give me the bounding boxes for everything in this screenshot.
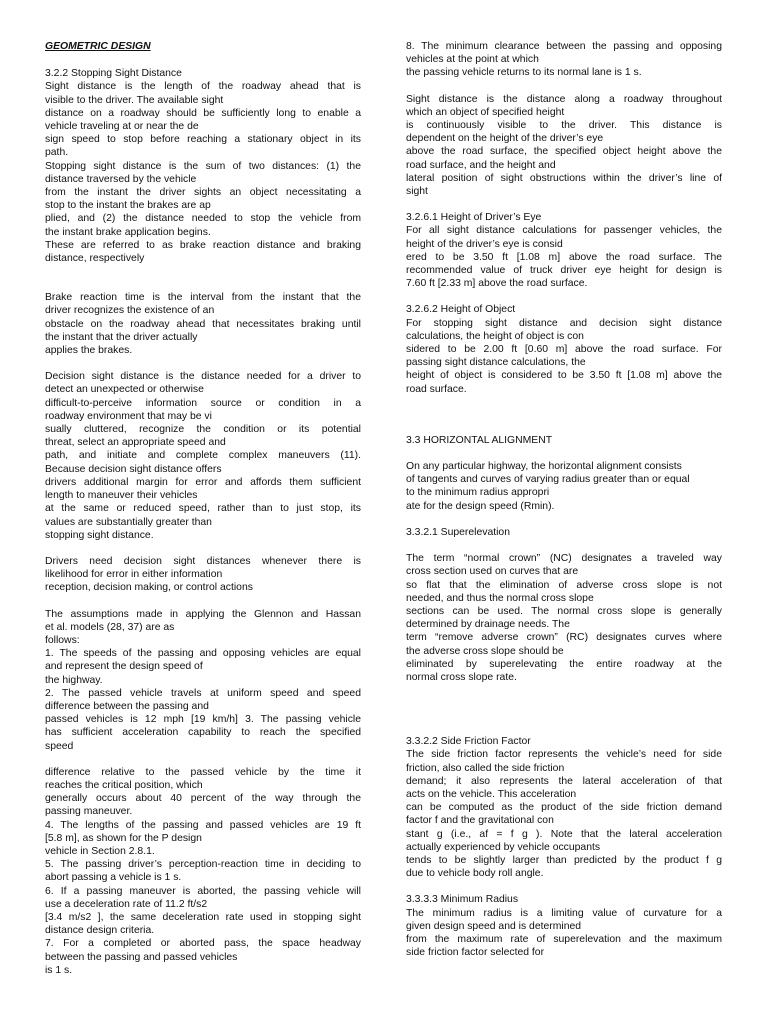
text-line: speed — [45, 740, 74, 752]
text-line: needed, and thus the normal cross slope — [406, 592, 594, 604]
paragraph-gap — [406, 539, 722, 552]
text-line: et al. models (28, 37) are as — [45, 621, 175, 633]
text-line: so flat that the elimination of adverse cross slope is not — [406, 579, 722, 591]
text-line: the instant that the driver actually — [45, 331, 198, 343]
text-line: 6. If a passing maneuver is aborted, the passing vehicle will — [45, 885, 361, 897]
text-line: distance traversed by the vehicle — [45, 173, 197, 185]
text-line: vehicles at the point at which — [406, 54, 539, 66]
text-line: path, and initiate and complete complex maneuvers (11). — [45, 450, 361, 462]
text-line: eliminated by superelevating the entire roadway at the — [406, 658, 722, 670]
text-line: [5.8 m], as shown for the P design — [45, 832, 202, 844]
paragraph-gap — [406, 722, 722, 735]
text-line: The side friction factor represents the vehicle’s need for side — [406, 749, 722, 761]
paragraph-gap — [406, 396, 722, 434]
text-line: 3.2.6.2 Height of Object — [406, 304, 516, 316]
paragraph-gap — [406, 684, 722, 722]
text-line: the adverse cross slope should be — [406, 645, 564, 657]
text-line: the passing vehicle returns to its normal lane is 1 s. — [406, 67, 642, 79]
text-line: use a deceleration rate of 11.2 ft/s2 — [45, 898, 208, 910]
text-line: cross section used on curves that are — [406, 566, 579, 578]
text-line: Stopping sight distance is the sum of two distances: (1) the — [45, 160, 361, 172]
text-line: stant g (i.e., af = f g ). Note that the lateral acceleration — [406, 828, 722, 840]
text-line: due to vehicle body roll angle. — [406, 868, 544, 880]
paragraph-gap — [406, 513, 722, 526]
text-line: recommended value of truck driver eye height for design is — [406, 265, 722, 277]
text-line: drivers additional margin for error and affords them sufficient — [45, 476, 361, 488]
text-line: generally occurs about 40 percent of the way through the — [45, 793, 361, 805]
text-line: is continuously visible to the driver. This distance is — [406, 120, 722, 132]
text-line: stop to the instant the brakes are ap — [45, 200, 211, 212]
text-line: detect an unexpected or otherwise — [45, 384, 204, 396]
paragraph-gap — [45, 753, 361, 766]
text-line: distance design criteria. — [45, 925, 155, 937]
text-line: The minimum radius is a limiting value of curvature for a — [406, 907, 722, 919]
text-line: passing maneuver. — [45, 806, 133, 818]
text-line: can be computed as the product of the side friction demand — [406, 802, 722, 814]
text-line: 3.3 HORIZONTAL ALIGNMENT — [406, 434, 553, 446]
text-line: 1. The speeds of the passing and opposing vehicles are equal — [45, 648, 361, 660]
text-line: factor f and the gravitational con — [406, 815, 554, 827]
text-line: lateral position of sight obstructions within the driver’s line of — [406, 172, 722, 184]
text-line: [3.4 m/s2 ], the same deceleration rate used in stopping sight — [45, 911, 361, 923]
text-line: plied, and (2) the distance needed to stop the vehicle from — [45, 213, 361, 225]
text-line: 3.3.2.1 Superelevation — [406, 526, 510, 538]
text-line: demand; it also represents the lateral acceleration of that — [406, 775, 722, 787]
text-line: abort passing a vehicle is 1 s. — [45, 872, 182, 884]
text-line: Brake reaction time is the interval from the instant that the — [45, 292, 361, 304]
text-line: sections can be used. The normal cross slope is generally — [406, 605, 722, 617]
text-line: height of the driver’s eye is consid — [406, 238, 563, 250]
text-line: 3.2.6.1 Height of Driver’s Eye — [406, 212, 542, 224]
text-line: dependent on the height of the driver’s eye — [406, 133, 604, 145]
text-line: applies the brakes. — [45, 345, 133, 357]
paragraph-gap — [45, 265, 361, 291]
text-line: vehicle in Section 2.8.1. — [45, 845, 155, 857]
text-line: The term “normal crown” (NC) designates a traveled way — [406, 553, 722, 565]
text-line: determined by drainage needs. The — [406, 619, 570, 631]
text-line: 5. The passing driver’s perception-reaction time in deciding to — [45, 859, 361, 871]
text-line: acts on the vehicle. This acceleration — [406, 788, 577, 800]
text-line: sidered to be 2.00 ft [0.60 m] above the road surface. For — [406, 344, 722, 356]
text-line: ate for the design speed (Rmin). — [406, 500, 555, 512]
text-line: 3.3.3.3 Minimum Radius — [406, 894, 519, 906]
text-line: of tangents and curves of varying radius greater than or equal — [406, 474, 690, 486]
text-line: 3.3.2.2 Side Friction Factor — [406, 736, 531, 748]
text-line: which an object of specified height — [406, 106, 565, 118]
text-line: distance, respectively — [45, 253, 145, 265]
text-line: path. — [45, 147, 69, 159]
text-line: likelihood for error in either information — [45, 569, 223, 581]
paragraph-gap — [45, 542, 361, 555]
left-column — [45, 40, 361, 977]
text-line: at the same or reduced speed, rather than to just stop, its — [45, 503, 361, 515]
text-line: 4. The lengths of the passing and passed vehicles are 19 ft — [45, 819, 361, 831]
text-line: 8. The minimum clearance between the passing and opposing — [406, 41, 722, 52]
left-column-body — [45, 67, 361, 977]
text-line: follows: — [45, 634, 80, 646]
text-line: difficult-to-perceive information source or condition in a — [45, 397, 361, 409]
text-line: The assumptions made in applying the Glennon and Hassan — [45, 608, 361, 620]
text-line: vehicle traveling at or near the de — [45, 121, 199, 133]
text-line: to the minimum radius appropri — [406, 487, 550, 499]
text-line: passing sight distance calculations, the — [406, 357, 586, 369]
text-line: is 1 s. — [45, 964, 73, 976]
text-line: tends to be slightly larger than predicted by the product f g — [406, 854, 722, 866]
text-line: Sight distance is the length of the roadway ahead that is — [45, 81, 361, 93]
text-line: from the maximum rate of superelevation and the maximum — [406, 933, 722, 945]
text-line: values are substantially greater than — [45, 516, 212, 528]
text-line: Decision sight distance is the distance needed for a driver to — [45, 371, 361, 383]
text-line: the instant brake application begins. — [45, 226, 211, 238]
text-line: 3.2.2 Stopping Sight Distance — [45, 68, 182, 80]
text-line: length to maneuver their vehicles — [45, 490, 198, 502]
text-line: These are referred to as brake reaction distance and braking — [45, 239, 361, 251]
text-line: actually experienced by vehicle occupants — [406, 841, 601, 853]
text-line: threat, select an appropriate speed and — [45, 437, 226, 449]
text-line: On any particular highway, the horizontal alignment consists — [406, 461, 682, 473]
text-line: stopping sight distance. — [45, 529, 154, 541]
right-column — [406, 40, 722, 959]
text-line: Because decision sight distance offers — [45, 463, 222, 475]
text-line: ered to be 3.50 ft [1.08 m] above the road surface. The — [406, 251, 722, 263]
text-line: from the instant the driver sights an object necessitating a — [45, 187, 361, 199]
text-line: between the passing and passed vehicles — [45, 951, 238, 963]
text-line: 2. The passed vehicle travels at uniform speed and speed — [45, 687, 361, 699]
paragraph-gap — [406, 447, 722, 460]
text-line: For stopping sight distance and decision sight distance — [406, 317, 722, 329]
text-line: For all sight distance calculations for passenger vehicles, the — [406, 225, 722, 237]
text-line: 7.60 ft [2.33 m] above the road surface. — [406, 278, 588, 290]
text-line: normal cross slope rate. — [406, 671, 517, 683]
right-column-body — [406, 40, 722, 959]
text-line: difference relative to the passed vehicle by the time it — [45, 766, 361, 778]
text-line: and represent the design speed of — [45, 661, 203, 673]
text-line: sign speed to stop before reaching a stationary object in its — [45, 134, 361, 146]
text-line: Sight distance is the distance along a roadway throughout — [406, 93, 722, 105]
text-line: passed vehicles is 12 mph [19 km/h] 3. The passing vehicle — [45, 714, 361, 726]
text-line: friction, also called the side friction — [406, 762, 565, 774]
text-line: sually cluttered, recognize the condition or its potential — [45, 424, 361, 436]
text-line: term “remove adverse crown” (RC) designates curves where — [406, 632, 722, 644]
text-line: 7. For a completed or aborted pass, the space headway — [45, 938, 361, 950]
text-line: the highway. — [45, 674, 103, 686]
text-line: reception, decision making, or control actions — [45, 582, 253, 594]
text-line: driver recognizes the existence of an — [45, 305, 215, 317]
text-line: calculations, the height of object is con — [406, 330, 584, 342]
text-line: road surface, and the height and — [406, 159, 556, 171]
text-line: road surface. — [406, 383, 467, 395]
text-line: distance on a roadway should be sufficiently long to enable a — [45, 107, 361, 119]
paragraph-gap — [406, 880, 722, 893]
paragraph-gap — [45, 357, 361, 370]
text-line: Drivers need decision sight distances whenever there is — [45, 555, 361, 567]
text-line: visible to the driver. The available sight — [45, 94, 224, 106]
paragraph-gap — [406, 290, 722, 303]
text-line: height of object is considered to be 3.50 ft [1.08 m] above the — [406, 370, 722, 382]
text-line: given design speed and is determined — [406, 920, 582, 932]
text-line: has sufficient acceleration capability to reach the specified — [45, 727, 361, 739]
document-title: GEOMETRIC DESIGN — [45, 41, 151, 52]
paragraph-gap — [406, 80, 722, 93]
text-line: obstacle on the roadway ahead that necessitates braking until — [45, 318, 361, 330]
text-line: side friction factor selected for — [406, 947, 545, 959]
paragraph-gap — [406, 198, 722, 211]
text-line: above the road surface, the specified object height above the — [406, 146, 722, 158]
text-line: roadway environment that may be vi — [45, 410, 212, 422]
text-line: reaches the critical position, which — [45, 779, 203, 791]
text-line: sight — [406, 186, 428, 198]
paragraph-gap — [45, 595, 361, 608]
text-line: difference between the passing and — [45, 700, 209, 712]
